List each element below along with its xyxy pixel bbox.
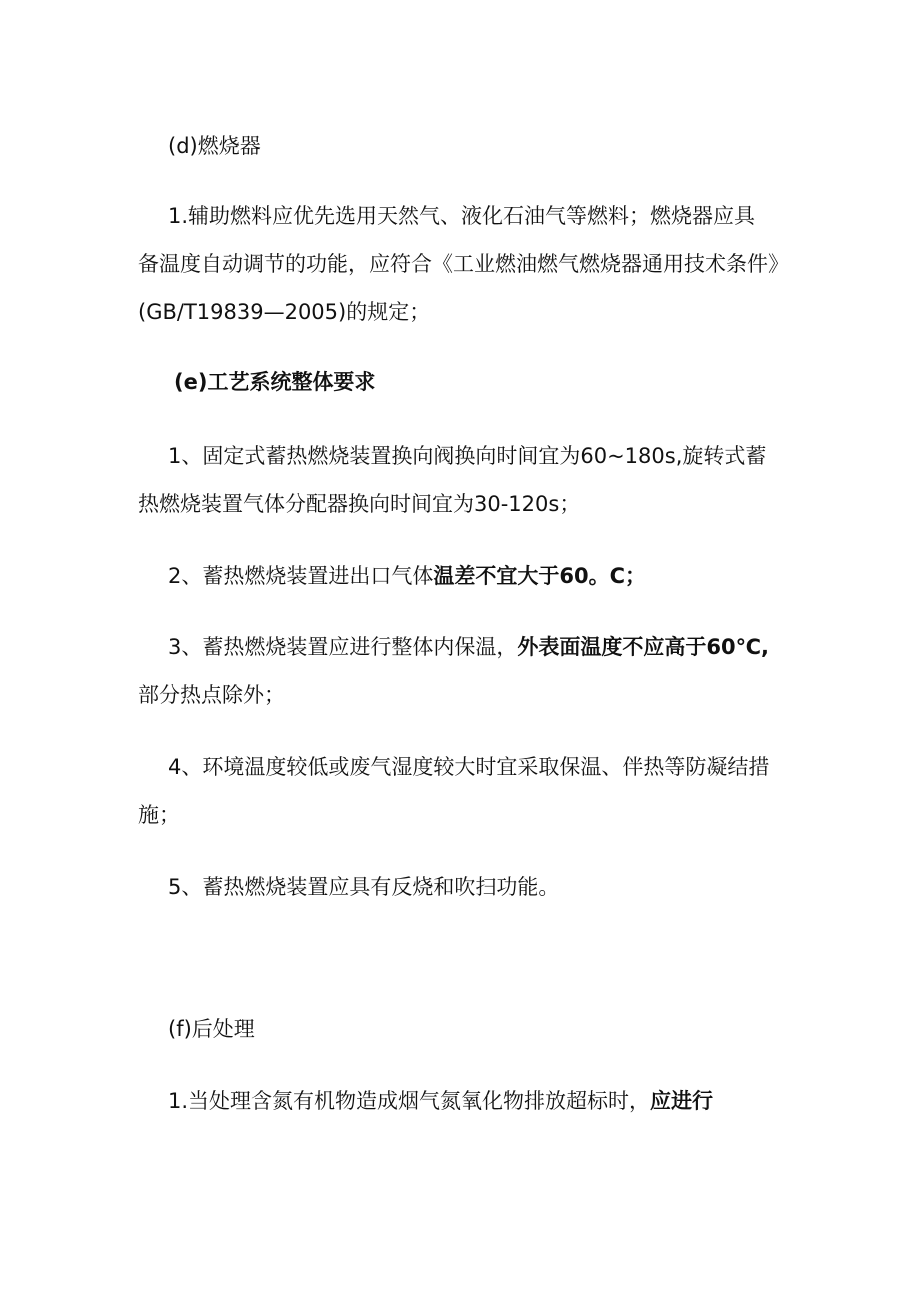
section-e-item-3-text: 3、蓄热燃烧装置应进行整体内保温，	[168, 635, 518, 659]
section-e-item-3-line-2: 部分热点除外；	[138, 683, 285, 707]
section-e-item-2	[138, 552, 798, 600]
section-d-heading	[138, 122, 798, 170]
section-f-heading	[138, 1005, 798, 1053]
section-e-item-2-text: 2、蓄热燃烧装置进出口气体	[168, 564, 434, 588]
section-f-item-1-emphasis: 应进行	[650, 1089, 714, 1113]
section-f-item-1-text: 1.当处理含氮有机物造成烟气氮氧化物排放超标时，	[168, 1089, 651, 1113]
section-e-item-2-emphasis: 温差不宜大于60。C；	[433, 564, 647, 588]
section-d-heading-text: (d)燃烧器	[168, 134, 261, 158]
section-e-item-1	[138, 432, 798, 528]
section-e-item-3-emphasis: 外表面温度不应高于60℃,	[517, 635, 769, 659]
section-d-item-1-line-2: 备温度自动调节的功能，应符合《工业燃油燃气燃烧器通用技术条件》	[138, 252, 789, 276]
section-d-item-1	[138, 192, 798, 336]
section-f-item-1	[138, 1077, 798, 1125]
section-e-item-5-line-1: 5、蓄热燃烧装置应具有反烧和吹扫功能。	[168, 875, 560, 899]
section-e-heading-text: (e)工艺系统整体要求	[174, 370, 376, 394]
section-e-heading	[138, 358, 798, 406]
section-e-item-1-line-1: 1、固定式蓄热燃烧装置换向阀换向时间宜为60~180s,旋转式蓄	[168, 444, 767, 468]
section-e-item-5	[138, 863, 798, 911]
section-e-item-4-line-1: 4、环境温度较低或废气湿度较大时宜采取保温、伴热等防凝结措	[168, 755, 770, 779]
section-d-item-1-line-1: 1.辅助燃料应优先选用天然气、液化石油气等燃料；燃烧器应具	[168, 204, 756, 228]
section-d-item-1-line-3: (GB/T19839—2005)的规定；	[138, 300, 431, 324]
section-e-item-1-line-2: 热燃烧装置气体分配器换向时间宜为30-120s；	[138, 492, 581, 516]
section-e-item-3	[138, 623, 798, 719]
section-e-item-4-line-2: 施；	[138, 803, 180, 827]
section-e-item-4	[138, 743, 798, 839]
section-f-heading-text: (f)后处理	[168, 1017, 255, 1041]
